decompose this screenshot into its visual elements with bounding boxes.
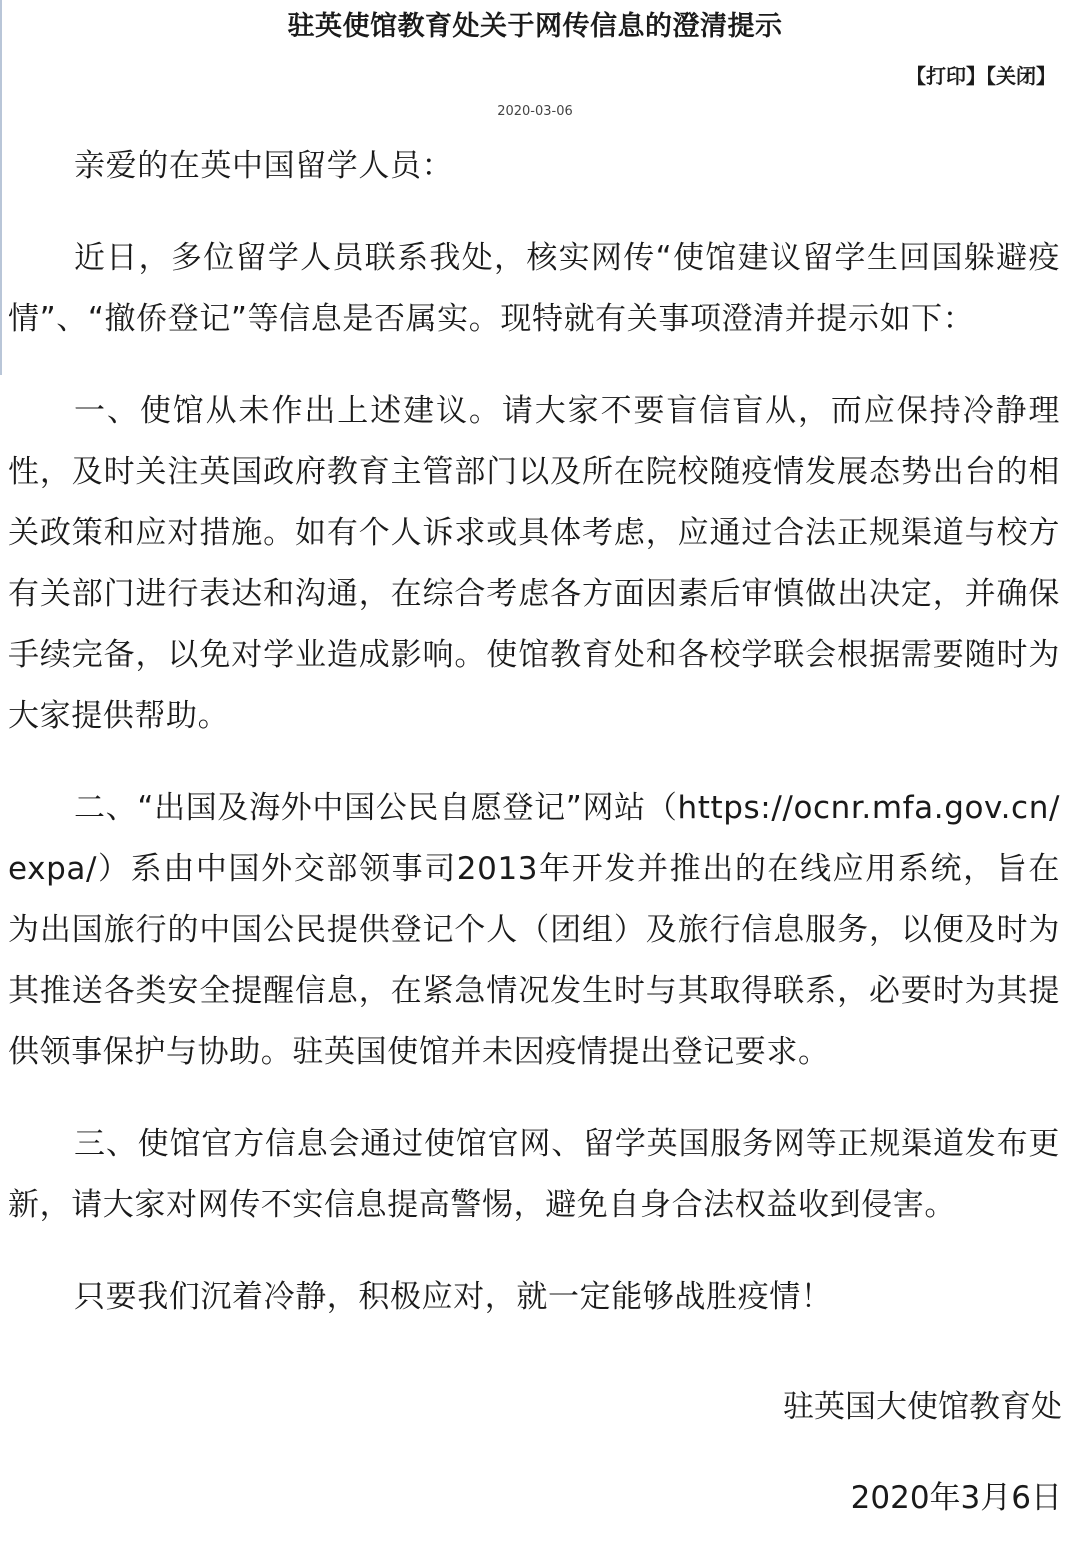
point-two-paragraph: 二、“出国及海外中国公民自愿登记”网站（https://ocnr.mfa.gov.cn/expa/）系由中国外交部领事司2013年开发并推出的在线应用系统，旨在为出国旅行的中国公民提供登记个人（团组）及旅行信息服务，以便及时为其推送各类安全提醒信息，在紧急情况发生时与其取得联系，必要时为其提供领事保护与协助。驻英国使馆并未因疫情提出登记要求。 [8, 790, 1060, 1070]
article-body [8, 136, 1060, 1359]
signature: 驻英国大使馆教育处 [783, 1389, 1062, 1425]
close-link[interactable]: 【关闭】 [986, 64, 1056, 88]
point-one-paragraph: 一、使馆从未作出上述建议。请大家不要盲信盲从，而应保持冷静理性，及时关注英国政府教育主管部门以及所在院校随疫情发展态势出台的相关政策和应对措施。如有个人诉求或具体考虑，应通过合法正规渠道与校方有关部门进行表达和沟通，在综合考虑各方面因素后审慎做出决定，并确保手续完备，以免对学业造成影响。使馆教育处和各校学联会根据需要随时为大家提供帮助。 [8, 393, 1060, 734]
intro-paragraph: 近日，多位留学人员联系我处，核实网传“使馆建议留学生回国躲避疫情”、“撤侨登记”等信息是否属实。现特就有关事项澄清并提示如下： [8, 240, 1060, 337]
article-actions [906, 62, 1056, 90]
point-three-paragraph: 三、使馆官方信息会通过使馆官网、留学英国服务网等正规渠道发布更新，请大家对网传不实信息提高警惕，避免自身合法权益收到侵害。 [8, 1126, 1060, 1223]
salutation-paragraph: 亲爱的在英中国留学人员： [74, 148, 454, 184]
publish-date: 2020-03-06 [497, 104, 573, 119]
closing-paragraph: 只要我们沉着冷静，积极应对，就一定能够战胜疫情！ [74, 1279, 833, 1315]
page-title: 驻英使馆教育处关于网传信息的澄清提示 [287, 11, 783, 42]
signature-date: 2020年3月6日 [850, 1480, 1062, 1516]
print-link[interactable]: 【打印】 [906, 64, 986, 88]
left-border-rule [0, 0, 2, 375]
